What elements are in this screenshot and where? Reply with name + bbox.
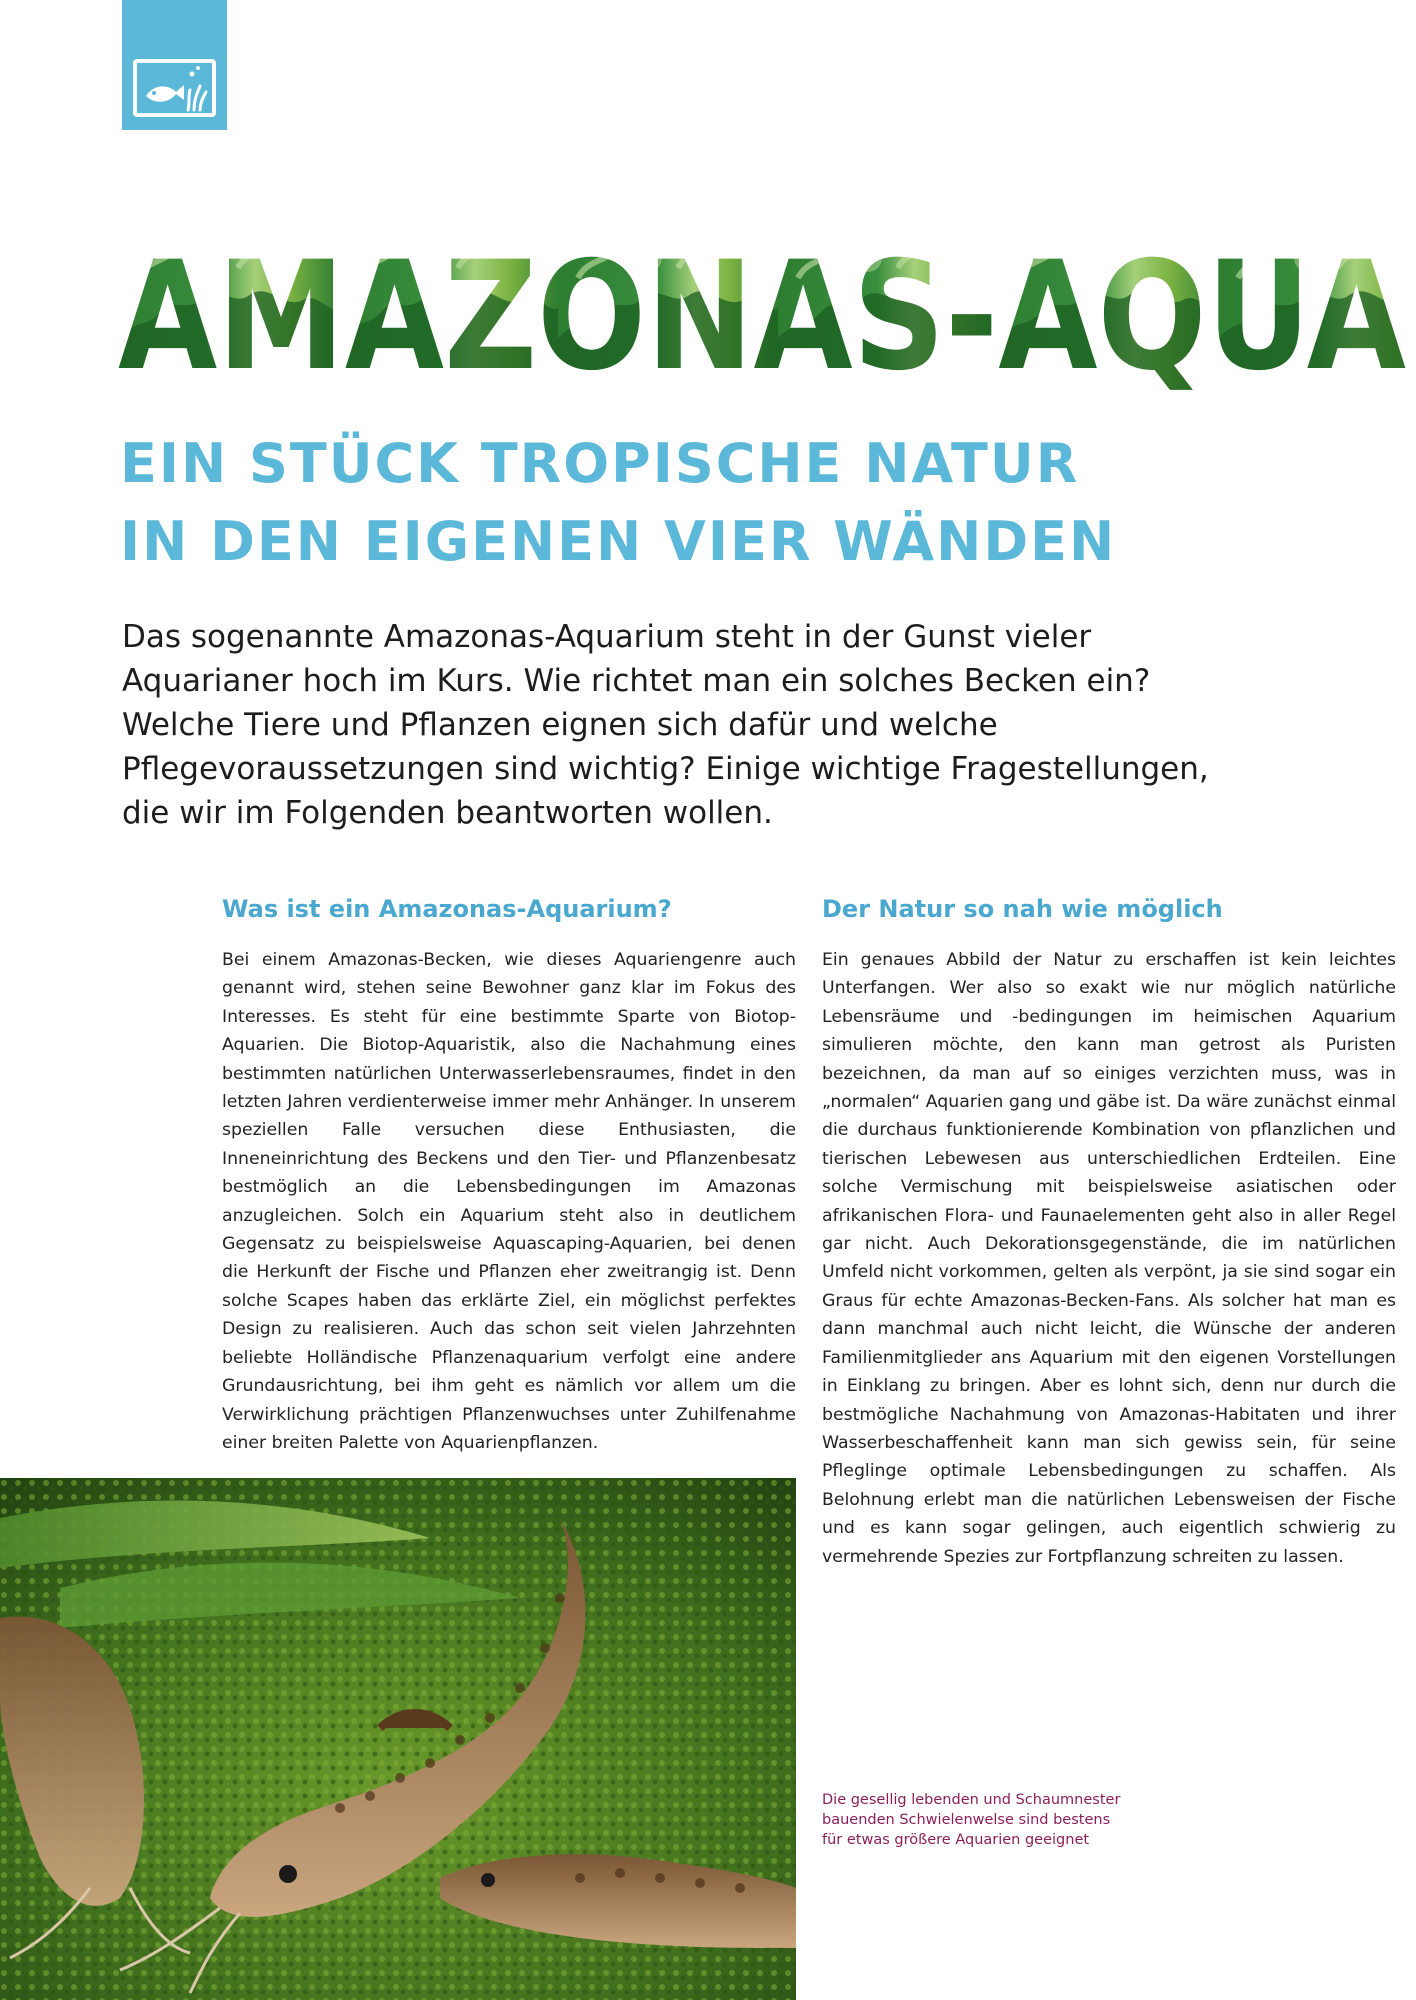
aquarium-fish-icon [132,58,217,118]
section-logo [122,0,227,130]
section-heading-natur: Der Natur so nah wie möglich [822,895,1223,923]
page-title-text: AMAZONAS-AQUA [118,230,1406,398]
intro-paragraph: Das sogenannte Amazonas-Aquarium steht in der Gunst vieler Aquarianer hoch im Kurs. Wie richtet man ein solches Becken ein? Welche Tiere und Pflanzen eignen sich dafür und welche Pflegevoraussetzungen sind wichtig? Einige wichtige Fragestellungen, die wir im Folgenden beantworten wollen. [122,619,1209,831]
subtitle [120,425,1220,581]
page-title [118,218,1408,398]
photo-caption: Die gesellig lebenden und Schaumnester bauenden Schwielenwelse sind bestens für etwas größere Aquarien geeignet [822,1792,1121,1848]
subtitle-line-1: EIN STÜCK TROPISCHE NATUR [120,432,1080,495]
section-heading-amazonas-aquarium: Was ist ein Amazonas-Aquarium? [222,895,672,923]
subtitle-line-2: IN DEN EIGENEN VIER WÄNDEN [120,510,1117,573]
section-body-natur: Ein genaues Abbild der Natur zu erschaffen ist kein leichtes Unterfangen. Wer also so exakt wie nur möglich natürliche Lebensräume und -bedingungen im heimischen Aquarium simulieren möchte, den kann man getrost als Puristen bezeichnen, da man auf so einiges verzichten muss, was in „normalen“ Aquarien gang und gäbe ist. Da wäre zunächst einmal die durchaus funktionierende Kombination von pflanzlichen und tierischen Lebewesen aus unterschiedlichen Erdteilen. Eine solche Vermischung mit beispielsweise asiatischen oder afrikanischen Flora- und Faunaelementen geht also in aller Regel gar nicht. Auch Dekorationsgegenstände, die im natürlichen Umfeld nicht vorkommen, gelten als verpönt, ja sie sind sogar ein Graus für echte Amazonas-Becken-Fans. Als solcher hat man es dann manchmal auch nicht leicht, die Wünsche der anderen Familienmitglieder ans Aquarium mit den eigenen Vorstellungen in Einklang zu bringen. Aber es lohnt sich, denn nur durch die bestmögliche Nachahmung von Amazonas-Habitaten und ihrer Wasserbeschaffenheit kann man sich gewiss sein, für seine Pfleglinge optimale Lebensbedingungen zu schaffen. Als Belohnung erlebt man die natürlichen Lebensweisen der Fische und es kann sogar gelingen, auch eigentlich schwierig zu vermehrende Spezies zur Fortpflanzung schreiten zu lassen. [822,950,1396,1567]
section-body-amazonas-aquarium: Bei einem Amazonas-Becken, wie dieses Aquariengenre auch genannt wird, stehen seine Bewohner ganz klar im Fokus des Interesses. Es steht für eine bestimmte Sparte von Biotop-Aquarien. Die Biotop-Aquaristik, also die Nachahmung eines bestimmten natürlichen Unterwasserlebensraumes, findet in den letzten Jahren verdienterweise immer mehr Anhänger. In unserem speziellen Falle versuchen diese Enthusiasten, die Inneneinrichtung des Beckens und den Tier- und Pflanzenbesatz bestmöglich an die Lebensbedingungen im Amazonas anzugleichen. Solch ein Aquarium steht also in deutlichem Gegensatz zu beispielsweise Aquascaping-Aquarien, bei denen die Herkunft der Fische und Pflanzen eher zweitrangig ist. Denn solche Scapes haben das erklärte Ziel, ein möglichst perfektes Design zu realisieren. Auch das schon seit vielen Jahrzehnten beliebte Holländische Pflanzenaquarium verfolgt eine andere Grundausrichtung, bei ihm geht es nämlich vor allem um die Verwirklichung prächtigen Pflanzenwuchses unter Zuhilfenahme einer breiten Palette von Aquarienpflanzen. [222,950,796,1453]
catfish-photo [0,1478,796,2000]
